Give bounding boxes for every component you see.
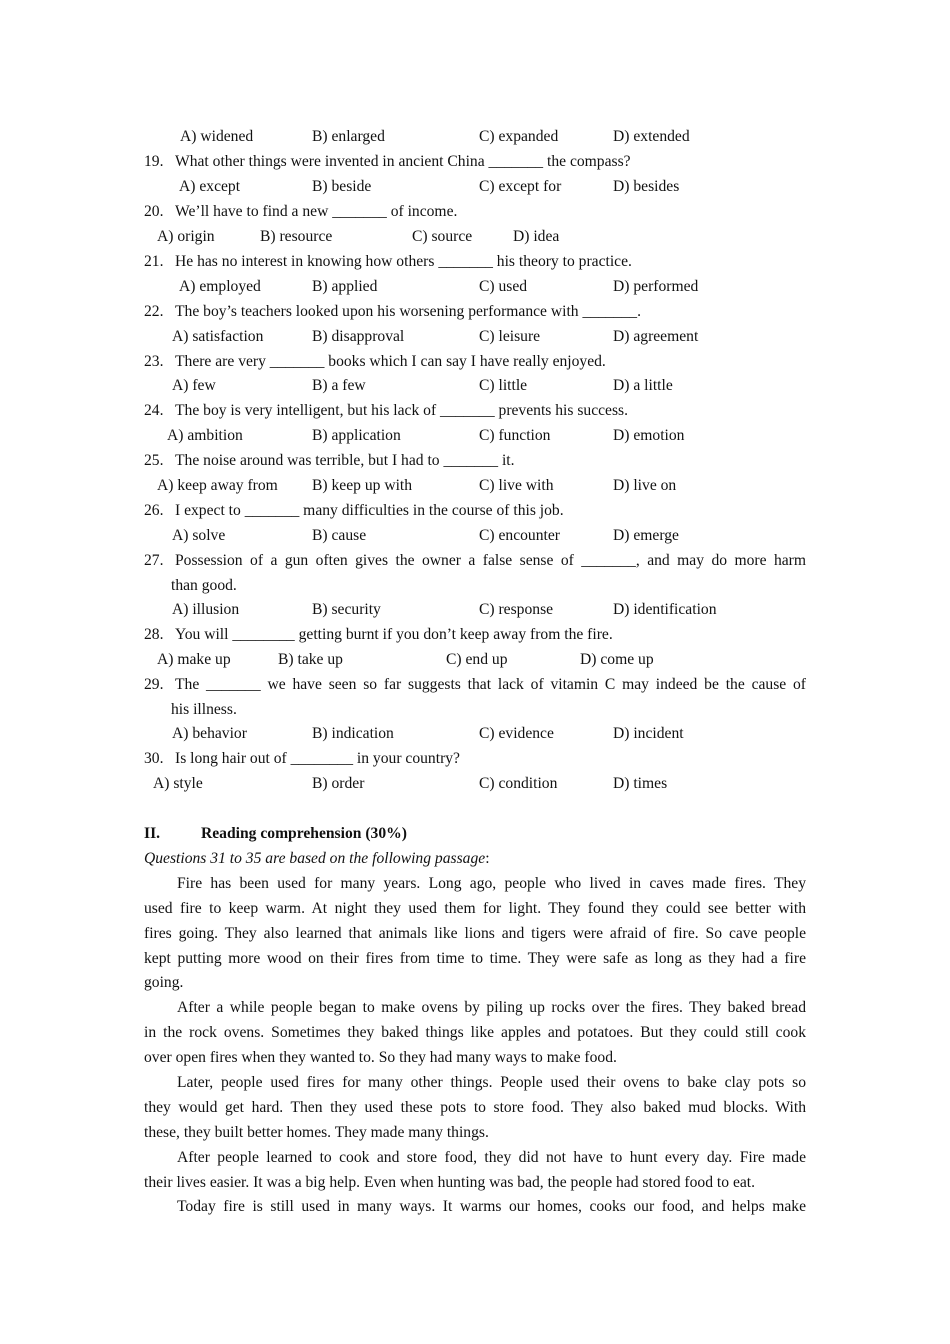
text-line: After a while people began to make ovens by piling up rocks over the fires. They baked bread (177, 999, 806, 1016)
text-line: Fire has been used for many years. Long ago, people who lived in caves made fires. They (177, 875, 806, 892)
text-line: Today fire is still used in many ways. It warms our homes, cooks our food, and helps make (177, 1198, 806, 1215)
option-d: D) emotion (613, 427, 685, 444)
option-c: C) end up (446, 651, 508, 668)
question-text-continued: his illness. (171, 701, 237, 718)
question-text: You will ________ getting burnt if you don’t keep away from the fire. (175, 626, 613, 643)
question-number: 24. (144, 402, 164, 419)
question-text: There are very _______ books which I can say I have really enjoyed. (175, 353, 606, 370)
section-number: II. (144, 825, 161, 842)
option-c: C) condition (479, 775, 558, 792)
question-text: The boy’s teachers looked upon his worsening performance with _______. (175, 303, 641, 320)
question-text: I expect to _______ many difficulties in the course of this job. (175, 502, 564, 519)
text-line: they would get hard. Then they used these pots to store food. They also baked mud blocks. With (144, 1099, 806, 1116)
option-d: D) a little (613, 377, 673, 394)
option-d: D) besides (613, 178, 680, 195)
option-d: D) emerge (613, 527, 679, 544)
question-number: 19. (144, 153, 164, 170)
text-line: kept putting more wood on their fires from time to time. They were safe as long as they had a fire (144, 950, 806, 967)
question-text: We’ll have to find a new _______ of income. (175, 203, 458, 220)
question-text: Possession of a gun often gives the owner a false sense of _______, and may do more harm (175, 552, 806, 569)
option-c: C) response (479, 601, 554, 618)
option-a: A) except (179, 178, 241, 195)
option-a: A) make up (157, 651, 231, 668)
option-b: B) beside (312, 178, 372, 195)
option-d: D) live on (613, 477, 677, 494)
option-c: C) encounter (479, 527, 560, 544)
question-text: The _______ we have seen so far suggests that lack of vitamin C may indeed be the cause of (175, 676, 806, 693)
option-b: B) order (312, 775, 365, 792)
option-c: C) little (479, 377, 528, 394)
option-a: A) employed (179, 278, 261, 295)
option-d: D) incident (613, 725, 684, 742)
question-text: The boy is very intelligent, but his lack of _______ prevents his success. (175, 402, 629, 419)
question-number: 30. (144, 750, 164, 767)
question-number: 29. (144, 676, 164, 693)
question-number: 23. (144, 353, 164, 370)
instructions-colon: : (485, 850, 490, 867)
text-line: used fire to keep warm. At night they used them for light. They found they could see better with (144, 900, 806, 917)
text-line: in the rock ovens. Sometimes they baked things like apples and potatoes. But they could still cook (144, 1024, 806, 1041)
option-b: B) indication (312, 725, 394, 742)
option-c: C) live with (479, 477, 554, 494)
option-a: A) illusion (172, 601, 240, 618)
option-c: C) evidence (479, 725, 554, 742)
option-a: A) keep away from (157, 477, 278, 494)
question-text: The noise around was terrible, but I had to _______ it. (175, 452, 515, 469)
text-line: fires going. They also learned that animals like lions and tigers were afraid of fire. So cave people (144, 925, 806, 942)
text-line: Later, people used fires for many other things. People used their ovens to bake clay pots so (177, 1074, 806, 1091)
passage-instructions (144, 846, 490, 871)
question-number: 22. (144, 303, 164, 320)
option-b: B) security (312, 601, 381, 618)
question-number: 21. (144, 253, 164, 270)
question-number: 28. (144, 626, 164, 643)
section-title: Reading comprehension (30%) (201, 825, 407, 842)
option-b: B) application (312, 427, 401, 444)
question-text: What other things were invented in ancient China _______ the compass? (175, 153, 631, 170)
option-a: A) origin (157, 228, 215, 245)
option-b: B) applied (312, 278, 378, 295)
option-d: D) agreement (613, 328, 699, 345)
text-line: their lives easier. It was a big help. Even when hunting was bad, the people had stored food to eat. (144, 1174, 756, 1191)
option-b: B) keep up with (312, 477, 413, 494)
option-a: A) satisfaction (172, 328, 264, 345)
question-number: 26. (144, 502, 164, 519)
text-line: going. (144, 974, 184, 991)
option-c: C) expanded (479, 128, 559, 145)
option-b: B) resource (260, 228, 333, 245)
option-b: B) take up (278, 651, 343, 668)
option-d: D) identification (613, 601, 717, 618)
instructions-text: Questions 31 to 35 are based on the following passage (144, 850, 486, 867)
option-c: C) except for (479, 178, 562, 195)
question-text: Is long hair out of ________ in your country? (175, 750, 460, 767)
question-text-continued: than good. (171, 577, 237, 594)
question-number: 25. (144, 452, 164, 469)
option-a: A) widened (180, 128, 254, 145)
text-line: After people learned to cook and store food, they did not have to hunt every day. Fire made (177, 1149, 806, 1166)
option-b: B) disapproval (312, 328, 405, 345)
question-number: 20. (144, 203, 164, 220)
option-a: A) solve (172, 527, 226, 544)
option-a: A) style (153, 775, 203, 792)
option-b: B) enlarged (312, 128, 385, 145)
option-a: A) behavior (172, 725, 247, 742)
option-b: B) a few (312, 377, 366, 394)
question-number: 27. (144, 552, 164, 569)
text-line: these, they built better homes. They made many things. (144, 1124, 489, 1141)
option-d: D) performed (613, 278, 699, 295)
option-c: C) used (479, 278, 528, 295)
option-d: D) come up (580, 651, 654, 668)
option-c: C) leisure (479, 328, 541, 345)
option-d: D) times (613, 775, 668, 792)
option-a: A) ambition (167, 427, 243, 444)
option-d: D) extended (613, 128, 690, 145)
option-a: A) few (172, 377, 216, 394)
option-c: C) function (479, 427, 551, 444)
option-c: C) source (412, 228, 473, 245)
text-line: over open fires when they wanted to. So they had many ways to make food. (144, 1049, 617, 1066)
option-d: D) idea (513, 228, 560, 245)
option-b: B) cause (312, 527, 367, 544)
question-text: He has no interest in knowing how others _______ his theory to practice. (175, 253, 632, 270)
